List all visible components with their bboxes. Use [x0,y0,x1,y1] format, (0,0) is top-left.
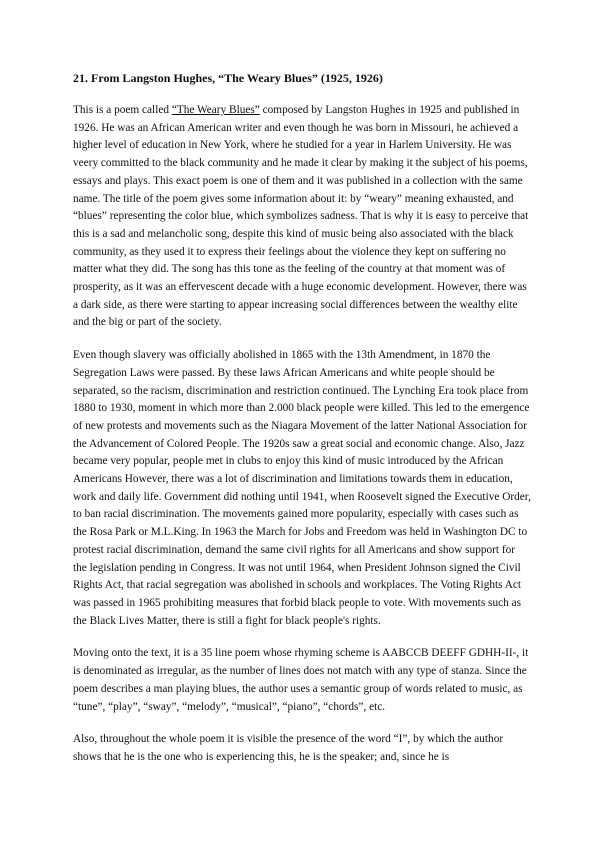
section-heading: 21. From Langston Hughes, “The Weary Blues” (1925, 1926) [73,71,383,85]
paragraph-1-body: composed by Langston Hughes in 1925 and published in 1926. He was an African American writer and even though he was born in Missouri, he achieved a higher level of education in New York, where he studied for a year in Harlem University. He was veery committed to the black community and he made it clear by making it the subject of his poems, essays and plays. This exact poem is one of them and it was published in a collection with the same name. The title of the poem gives some information about it: by “weary” meaning exhausted, and “blues” representing the color blue, which symbolizes sadness. That is why it is easy to perceive that this is a sad and melancholic song, despite this kind of music being also associated with the black community, as they used it to express their feelings about the violence they kept on suffering no matter what they did. The song has this tone as the feeling of the country at that moment was of prosperity, as it was an effervescent decade with a huge economic development. However, there was a dark side, as there were starting to appear increasing social differences between the wealthy elite and the big or part of the society. [73,104,529,329]
paragraph-1 [73,102,531,332]
paragraph-3: Moving onto the text, it is a 35 line poem whose rhyming scheme is AABCCB DEEFF GDHH-II-, it is denominated as irregular, as the number of lines does not match with any type of stanza. Since the poem describes a man playing blues, the author uses a semantic group of words related to music, as “tune”, “play”, “sway”, “melody”, “musical”, “piano”, “chords”, etc. [73,647,529,713]
paragraph-2: Even though slavery was officially abolished in 1865 with the 13th Amendment, in 1870 the Segregation Laws were passed. By these laws African Americans and white people should be separated, so the racism, discrimination and restriction continued. The Lynching Era took place from 1880 to 1930, moment in which more than 2.000 black people were killed. This led to the emergence of new protests and movements such as the Niagara Movement of the latter National Association for the Advancement of Colored People. The 1920s saw a great social and economic change. Also, Jazz became very popular, people met in clubs to enjoy this kind of music introduced by the African Americans However, there was a lot of discrimination and limitations towards them in education, work and daily life. Government did nothing until 1941, when Roosevelt signed the Executive Order, to ban racial discrimination. The movements gained more popularity, especially with cases such as the Rosa Park or M.L.King. In 1963 the March for Jobs and Freedom was held in Washington DC to protest racial discrimination, demand the same civil rights for all Americans and show support for the legislation pending in Congress. It was not until 1964, when President Johnson signed the Civil Rights Act, that racial segregation was abolished in schools and workplaces. The Voting Rights Act was passed in 1965 prohibiting measures that forbid black people to vote. With movements such as the Black Lives Matter, there is still a fight for black people's rights. [73,349,531,627]
paragraph-1-intro: This is a poem called [73,104,172,116]
poem-title-link[interactable]: “The Weary Blues” [171,104,260,116]
paragraph-4: Also, throughout the whole poem it is visible the presence of the word “I”, by which the author shows that he is the one who is experiencing this, he is the speaker; and, since he is [73,733,504,763]
document-page [73,70,531,782]
